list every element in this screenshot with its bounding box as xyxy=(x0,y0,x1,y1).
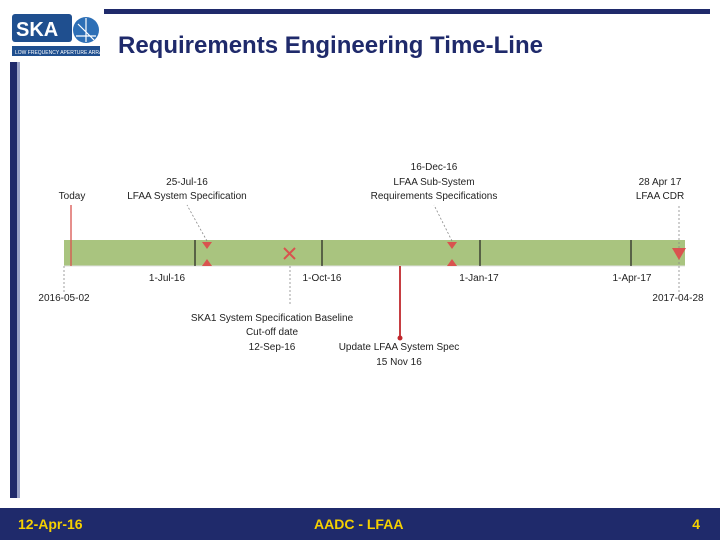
logo-wordmark: SKA xyxy=(16,19,59,41)
quarter-label-jul: 1-Jul-16 xyxy=(148,273,186,284)
subsystem-date: 16-Dec-16 xyxy=(410,162,458,173)
cdr-date: 28 Apr 17 xyxy=(638,177,682,188)
end-date-label: 2017-04-28 xyxy=(652,293,704,304)
baseline-label-2: Cut-off date xyxy=(245,327,299,338)
footer-bar xyxy=(0,508,720,540)
timeline-bar xyxy=(64,240,685,266)
update-spec-label: Update LFAA System Spec xyxy=(338,342,460,353)
logo-subtext: LOW FREQUENCY APERTURE ARRAY xyxy=(15,50,102,56)
cdr-label: LFAA CDR xyxy=(635,191,685,202)
quarter-label-oct: 1-Oct-16 xyxy=(302,273,342,284)
update-spec-date: 15 Nov 16 xyxy=(376,357,422,368)
baseline-label-1: SKA1 System Specification Baseline xyxy=(190,313,354,324)
subsystem-label-1: LFAA Sub-System xyxy=(393,177,475,188)
subsystem-label-2: Requirements Specifications xyxy=(370,191,498,202)
lfaa-spec-date: 25-Jul-16 xyxy=(166,177,208,188)
quarter-label-jan: 1-Jan-17 xyxy=(459,273,499,284)
baseline-date: 12-Sep-16 xyxy=(248,342,296,353)
start-date-label: 2016-05-02 xyxy=(38,293,90,304)
footer-date: 12-Apr-16 xyxy=(18,516,83,532)
today-label: Today xyxy=(58,191,86,202)
page-number: 4 xyxy=(692,516,700,532)
lfaa-spec-label: LFAA System Specification xyxy=(127,191,247,202)
footer-center-text: AADC - LFAA xyxy=(314,516,404,532)
quarter-label-apr: 1-Apr-17 xyxy=(612,273,652,284)
slide-title: Requirements Engineering Time-Line xyxy=(118,32,543,59)
